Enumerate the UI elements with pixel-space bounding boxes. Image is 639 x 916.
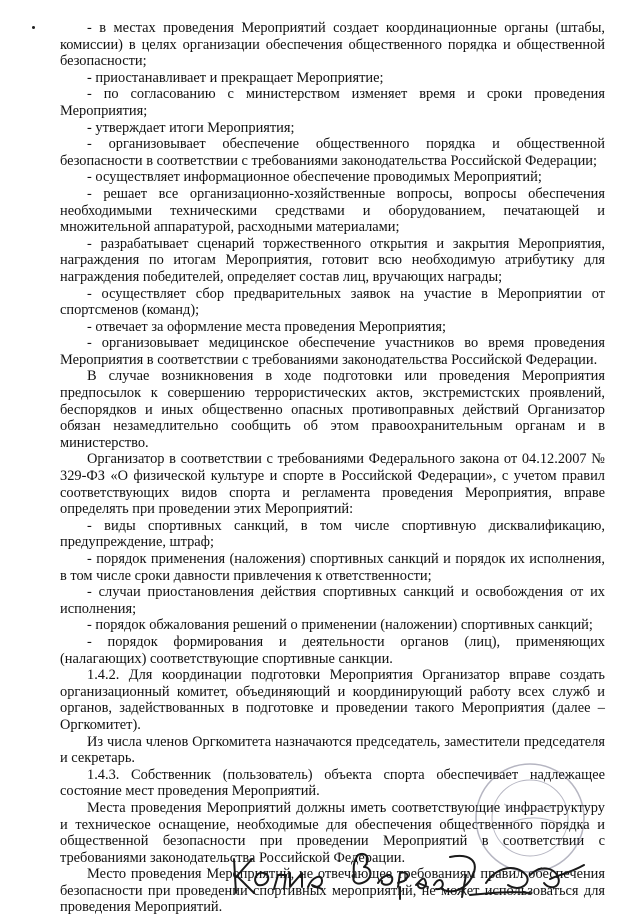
handwritten-signature: [230, 845, 590, 903]
paragraph: - организовывает медицинское обеспечение участников во время проведения Мероприятия в соответствии с требованиями законодательства Российской Федерации.: [60, 335, 605, 368]
paragraph: Организатор в соответствии с требованиями Федерального закона от 04.12.2007 № 329-ФЗ «О физической культуре и спорте в Российской Федерации», с учетом правил соответствующих видов спорта и регламента проведения Мероприятия, вправе определять при проведении этих Мероприятий:: [60, 451, 605, 518]
paragraph: 1.4.3. Собственник (пользователь) объекта спорта обеспечивает надлежащее состояние мест проведения Мероприятий.: [60, 766, 605, 800]
paragraph: - решает все организационно-хозяйственные вопросы, вопросы обеспечения необходимыми техническими средствами и оборудованием, печатающей и множительной аппаратурой, расходными материалами;: [60, 185, 605, 236]
paragraph: Место проведения Мероприятий, не отвечающее требованиям правил обеспечения безопасности при проведении спортивных мероприятий, не может использоваться для проведения Мероприятий.: [60, 866, 605, 916]
paragraph: Места проведения Мероприятий должны иметь соответствующие инфраструктуру и техническое оснащение, необходимые для обеспечения общественного порядка и общественной безопасности при проведении Мероприятий в соответствии с требованиями законодательства Российской Федерации.: [60, 799, 605, 866]
paragraph: - организовывает обеспечение общественного порядка и общественной безопасности в соответствии с требованиями законодательства Российской Федерации;: [60, 136, 605, 169]
paragraph: - порядок формирования и деятельности органов (лиц), применяющих (налагающих) соответствующие спортивные санкции.: [60, 633, 605, 667]
paragraph: - порядок обжалования решений о применении (наложении) спортивных санкций;: [87, 617, 593, 634]
paragraph: - виды спортивных санкций, в том числе спортивную дисквалификацию, предупреждение, штраф;: [60, 517, 605, 551]
paragraph: - осуществляет сбор предварительных заявок на участие в Мероприятии от спортсменов (команд);: [60, 285, 605, 319]
paragraph: - порядок применения (наложения) спортивных санкций и порядок их исполнения, в том числе сроки давности привлечения к ответственности;: [60, 551, 605, 584]
paragraph: В случае возникновения в ходе подготовки или проведения Мероприятия предпосылок к совершению террористических актов, экстремистских проявлений, беспорядков и иных общественно опасных противоправных действий Организатор обязан незамедлительно сообщить об этом правоохранительным органам и в министерство.: [60, 368, 605, 451]
paragraph: - в местах проведения Мероприятий создает координационные органы (штабы, комиссии) в целях организации обеспечения общественного порядка и общественной безопасности;: [60, 20, 605, 70]
paragraph: - утверждает итоги Мероприятия;: [87, 119, 295, 136]
paragraph: Из числа членов Оргкомитета назначаются председатель, заместители председателя и секретарь.: [60, 733, 605, 767]
paragraph: - случаи приостановления действия спортивных санкций и освобождения от их исполнения;: [60, 584, 605, 617]
paragraph: - приостанавливает и прекращает Мероприятие;: [87, 69, 384, 86]
paragraph: 1.4.2. Для координации подготовки Мероприятия Организатор вправе создать организационный комитет, объединяющий и координирующий работу всех служб и органов, задействованных в подготовке и проведении такого Мероприятия (далее – Оргкомитет).: [60, 667, 605, 733]
scan-speck: [32, 26, 35, 29]
paragraph: - осуществляет информационное обеспечение проводимых Мероприятий;: [87, 169, 542, 186]
paragraph: - отвечает за оформление места проведения Мероприятия;: [87, 318, 446, 335]
paragraph: - разрабатывает сценарий торжественного открытия и закрытия Мероприятия, награждения по итогам Мероприятия, готовит всю необходимую атрибутику для награждения победителей, определяет состав лиц, вручающих награды;: [60, 235, 605, 285]
paragraph: - по согласованию с министерством изменяет время и сроки проведения Мероприятия;: [60, 86, 605, 119]
